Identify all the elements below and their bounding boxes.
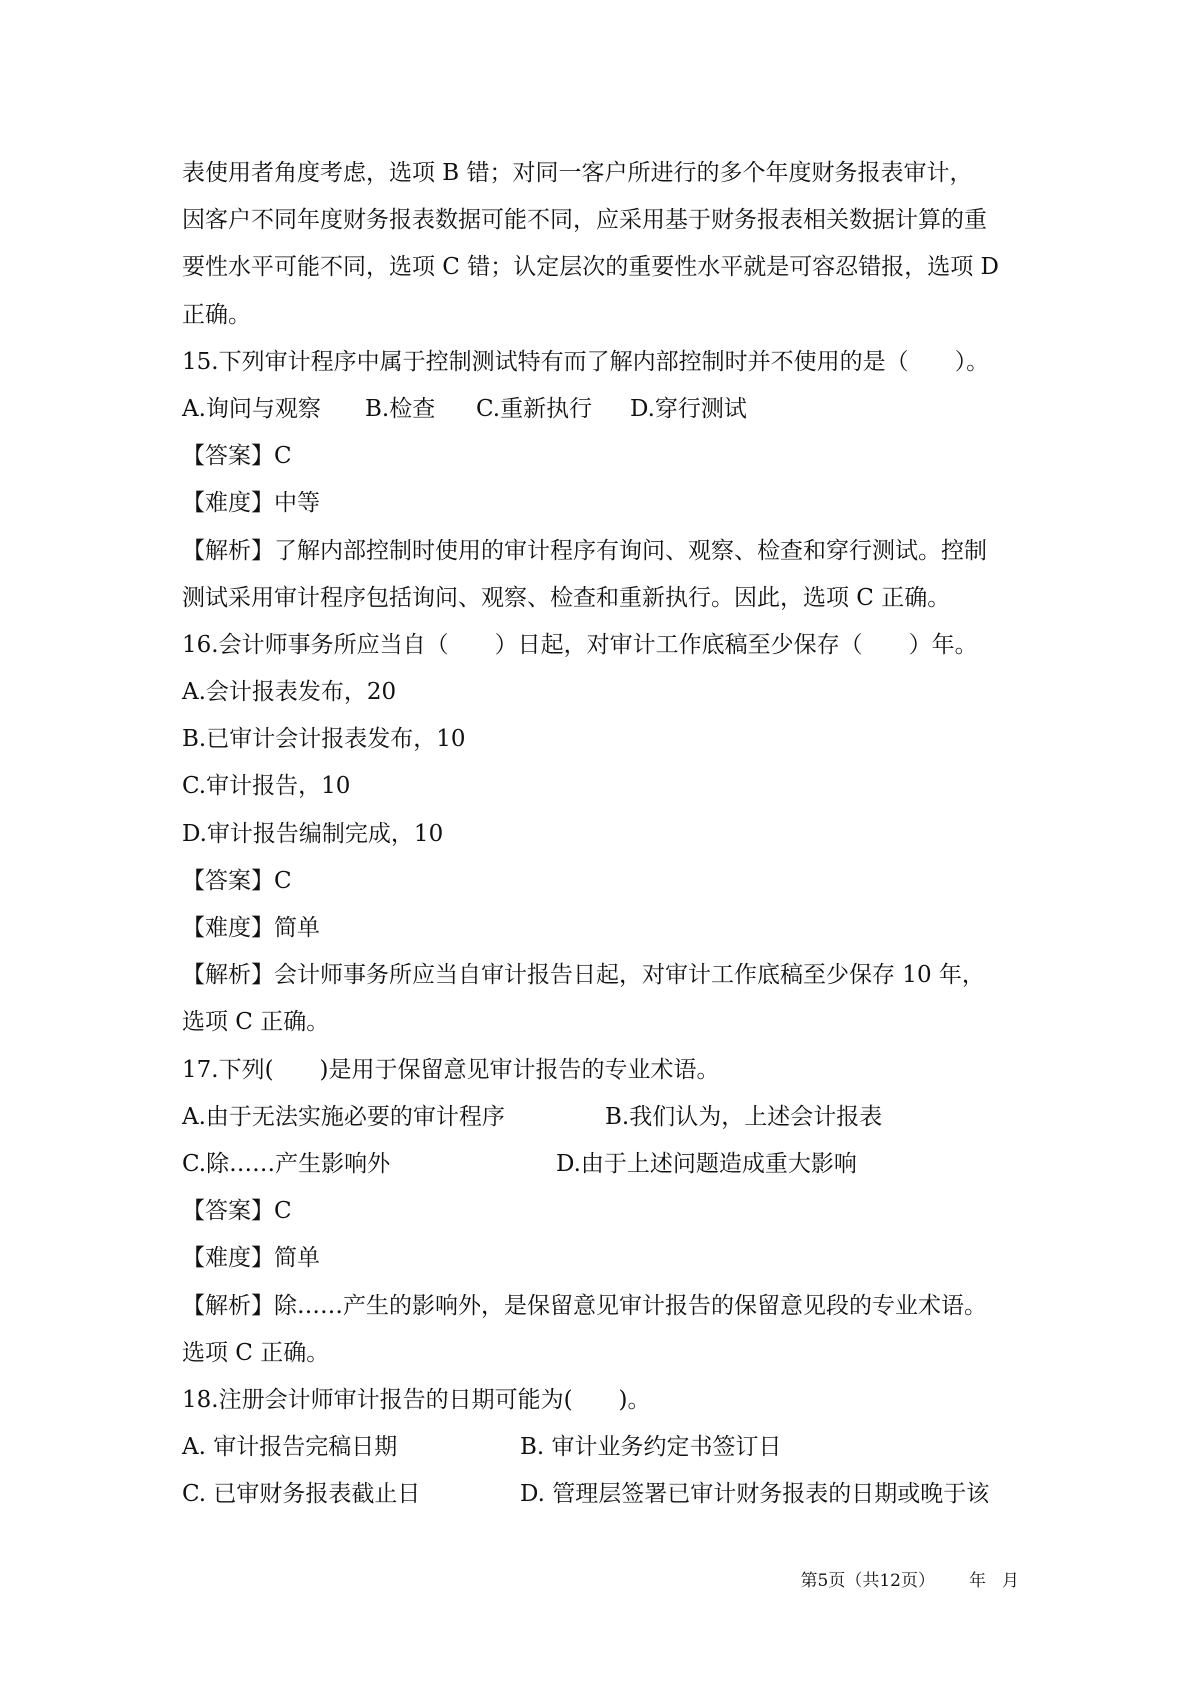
q18-option-b: B. 审计业务约定书签订日 <box>520 1434 782 1461</box>
q18-option-a: A. 审计报告完稿日期 <box>182 1434 398 1461</box>
q15-answer: 【答案】C <box>182 443 292 470</box>
q17-answer: 【答案】C <box>182 1198 292 1225</box>
question-18: 18.注册会计师审计报告的日期可能为( )。 <box>182 1386 651 1413</box>
text-line: 正确。 <box>182 301 251 328</box>
text-line: 表使用者角度考虑，选项 B 错；对同一客户所进行的多个年度财务报表审计， <box>182 160 973 186</box>
q16-option-a: A.会计报表发布，20 <box>182 679 397 706</box>
page-number: 第5页（共12页） <box>800 1571 935 1591</box>
q15-option-a: A.询问与观察 <box>182 395 321 422</box>
q17-option-b: B.我们认为，上述会计报表 <box>605 1103 883 1130</box>
text-line: 因客户不同年度财务报表数据可能不同，应采用基于财务报表相关数据计算的重 <box>182 207 987 234</box>
footer-month: 月 <box>1002 1571 1019 1591</box>
q17-difficulty: 【难度】简单 <box>182 1245 320 1272</box>
q16-option-d: D.审计报告编制完成，10 <box>182 820 444 847</box>
q16-analysis-cont: 选项 C 正确。 <box>182 1009 330 1036</box>
q18-options-row <box>182 1471 1022 1518</box>
q15-option-c: C.重新执行 <box>476 395 593 422</box>
q17-options-row <box>182 1141 1022 1188</box>
text-line: 要性水平可能不同，选项 C 错；认定层次的重要性水平就是可容忍错报，选项 D <box>182 254 999 281</box>
q15-option-b: B.检查 <box>365 395 436 422</box>
q18-options-row <box>182 1424 1022 1471</box>
q16-answer: 【答案】C <box>182 867 292 894</box>
q17-option-c: C.除……产生影响外 <box>182 1150 391 1177</box>
q16-option-b: B.已审计会计报表发布，10 <box>182 726 466 753</box>
q17-analysis: 【解析】除……产生的影响外，是保留意见审计报告的保留意见段的专业术语。 <box>182 1292 987 1319</box>
q16-analysis: 【解析】会计师事务所应当自审计报告日起，对审计工作底稿至少保存 10 年， <box>182 962 985 989</box>
footer-year: 年 <box>969 1571 986 1591</box>
q15-analysis: 【解析】了解内部控制时使用的审计程序有询问、观察、检查和穿行测试。控制 <box>182 537 987 564</box>
q17-option-d: D.由于上述问题造成重大影响 <box>556 1150 857 1177</box>
question-16: 16.会计师事务所应当自（ ）日起，对审计工作底稿至少保存（ ）年。 <box>182 631 978 658</box>
q15-options <box>182 386 1022 433</box>
q17-analysis-cont: 选项 C 正确。 <box>182 1339 330 1366</box>
q17-option-a: A.由于无法实施必要的审计程序 <box>182 1103 505 1130</box>
q15-difficulty: 【难度】中等 <box>182 490 320 517</box>
q16-option-c: C.审计报告，10 <box>182 773 351 800</box>
document-body <box>182 150 1022 1518</box>
q18-option-c: C. 已审财务报表截止日 <box>182 1481 421 1508</box>
question-15: 15.下列审计程序中属于控制测试特有而了解内部控制时并不使用的是（ ）。 <box>182 348 990 375</box>
q16-difficulty: 【难度】简单 <box>182 915 320 941</box>
page-footer <box>801 1566 1019 1591</box>
q18-option-d: D. 管理层签署已审计财务报表的日期或晚于该 <box>520 1481 990 1508</box>
q15-option-d: D.穿行测试 <box>630 395 747 422</box>
q17-options-row <box>182 1094 1022 1141</box>
q15-analysis-cont: 测试采用审计程序包括询问、观察、检查和重新执行。因此，选项 C 正确。 <box>182 584 951 611</box>
question-17: 17.下列( )是用于保留意见审计报告的专业术语。 <box>182 1056 720 1083</box>
